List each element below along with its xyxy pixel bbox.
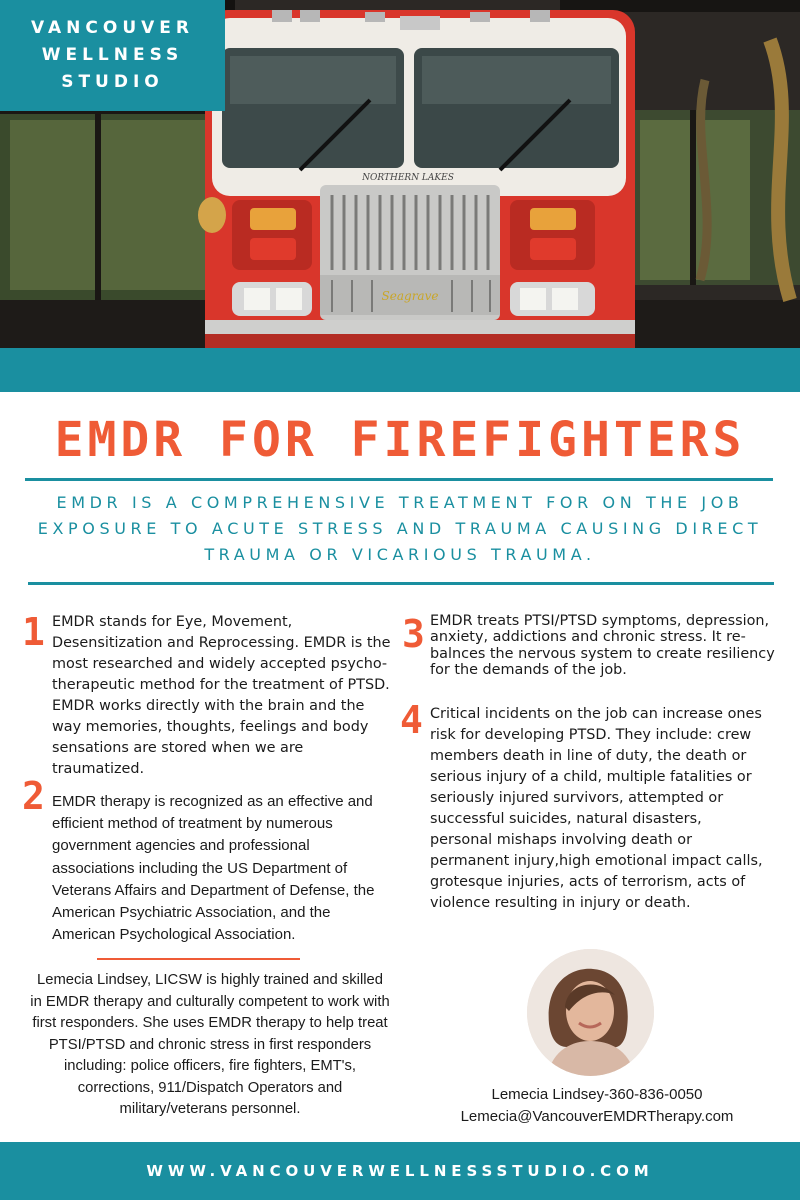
- title-rule-top: [25, 478, 773, 481]
- page-subtitle: EMDR IS A COMPREHENSIVE TREATMENT FOR ON THE JOB EXPOSURE TO ACUTE STRESS AND TRAUMA CAUSING DIRECT TRAUMA OR VICARIOUS TRAUMA.: [37, 493, 763, 564]
- point-2-text: EMDR therapy is recognized as an effective and efficient method of treatment by numerous government agencies and professional associations including the US Department of Veterans Affairs and Department of Defense, the American Psychiatric Association, and the American Psychological Association.: [52, 793, 375, 944]
- point-1-text: EMDR stands for Eye, Movement, Desensitization and Reprocessing. EMDR is the most researched and widely accepted psycho-therapeutic method for the treatment of PTSD. EMDR works directly with the brain and the way memories, thoughts, feelings and body sensations are stored when we are traumatized.: [52, 614, 391, 777]
- teal-divider-band: [0, 348, 800, 392]
- therapist-avatar: [527, 949, 654, 1076]
- bio-divider: [97, 958, 300, 960]
- contact-phone[interactable]: Lemecia Lindsey-360-836-0050: [491, 1086, 703, 1103]
- therapist-bio: Lemecia Lindsey, LICSW is highly trained and skilled in EMDR therapy and culturally competent to work with first responders. She uses EMDR therapy to help treat PTSI/PTSD and chronic stress in first responders including: police officers, fire fighters, EMT's, corrections, 911/Dispatch Operators and military/veterans personnel.: [30, 972, 390, 1117]
- brand-line-1: VANCOUVER: [31, 18, 194, 38]
- page-title: EMDR FOR FIREFIGHTERS: [54, 412, 746, 468]
- point-4-number: 4: [400, 698, 423, 742]
- grille-badge-text: Seagrave: [381, 289, 439, 303]
- truck-badge-text: NORTHERN LAKES: [362, 173, 454, 183]
- point-3-number: 3: [402, 612, 425, 656]
- footer-bar: [0, 1142, 800, 1200]
- hero-photo: [0, 0, 800, 348]
- point-2-number: 2: [22, 774, 45, 818]
- contact-email[interactable]: Lemecia@VancouverEMDRTherapy.com: [460, 1108, 734, 1125]
- title-rule-bottom: [28, 582, 774, 585]
- point-1-number: 1: [22, 610, 45, 654]
- brand-line-2: WELLNESS: [41, 45, 184, 65]
- point-4-text: Critical incidents on the job can increase ones risk for developing PTSD. They include: crew members death in line of duty, the death or serious injury of a child, multiple fatalities or seriously injured survivors, attempted or successful suicides, natural disasters, personal mishaps involving death or permanent injury,high emotional impact calls, grotesque injuries, acts of terrorism, acts of violence resulting in injury or death.: [430, 706, 763, 911]
- point-3-text: EMDR treats PTSI/PTSD symptoms, depression, anxiety, addictions and chronic stress. It re-balnces the nervous system to create resiliency for the demands of the job.: [430, 613, 775, 678]
- contact-block: [430, 1084, 764, 1128]
- brand-line-3: STUDIO: [61, 72, 164, 92]
- brand-logo-box: [0, 0, 225, 111]
- footer-website-link[interactable]: WWW.VANCOUVERWELLNESSSTUDIO.COM: [146, 1162, 654, 1180]
